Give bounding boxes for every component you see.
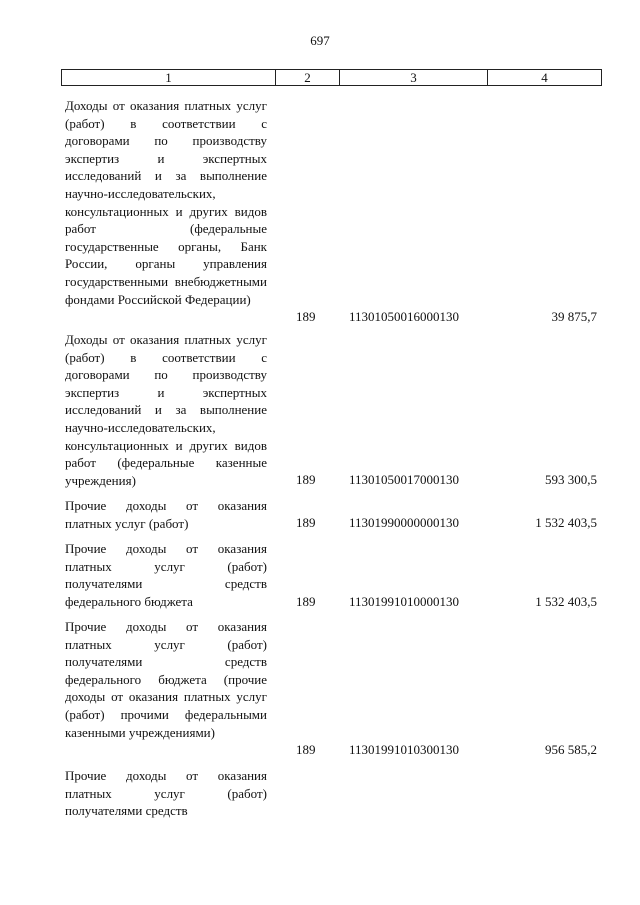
- row-admin-code: 189: [296, 515, 316, 531]
- row-admin-code: 189: [296, 594, 316, 610]
- row-admin-code: 189: [296, 309, 316, 325]
- row-amount: 1 532 403,5: [535, 515, 597, 531]
- row-description: Прочие доходы от оказания платных услуг (работ) получателями средств федерального бюджета: [65, 541, 267, 609]
- row-kbk-code: 11301991010300130: [349, 742, 460, 758]
- row-description: Доходы от оказания платных услуг (работ) в соответствии с договорами по производству экспертиз и экспертных исследований и за выполнение научно-исследовательских, консультационных и других видов работ (федеральные государственные органы, Банк России, органы управления государственными внебюджетными фондами Российской Федерации): [65, 98, 267, 307]
- row-amount: 593 300,5: [545, 472, 597, 488]
- row-description: Прочие доходы от оказания платных услуг (работ): [65, 498, 267, 531]
- row-kbk-code: 11301991010000130: [349, 594, 460, 610]
- table-row: [0, 331, 640, 489]
- row-amount: 39 875,7: [551, 309, 597, 325]
- row-description: Прочие доходы от оказания платных услуг (работ) получателями средств федерального бюджета (прочие доходы от оказания платных услуг (работ) прочими федеральными казенными учреждениями): [65, 619, 267, 740]
- page-number: 697: [310, 33, 330, 48]
- header-col-4: 4: [541, 70, 548, 85]
- table-header: [61, 69, 602, 86]
- row-description: Доходы от оказания платных услуг (работ) в соответствии с договорами по производству экспертиз и экспертных исследований и за выполнение научно-исследовательских, консультационных и других видов работ (федеральные казенные учреждения): [65, 332, 267, 488]
- table-row: [0, 618, 640, 759]
- row-kbk-code: 11301050017000130: [349, 472, 460, 488]
- row-amount: 1 532 403,5: [535, 594, 597, 610]
- table-row: [0, 767, 640, 821]
- row-admin-code: 189: [296, 742, 316, 758]
- header-col-3: 3: [340, 70, 488, 85]
- table-row: [0, 97, 640, 326]
- header-col-2: 2: [276, 70, 340, 85]
- row-kbk-code: 11301990000000130: [349, 515, 460, 531]
- header-col-1: 1: [62, 70, 276, 85]
- table-row: [0, 540, 640, 611]
- row-kbk-code: 11301050016000130: [349, 309, 460, 325]
- row-admin-code: 189: [296, 472, 316, 488]
- table-row: [0, 497, 640, 532]
- row-description: Прочие доходы от оказания платных услуг (работ) получателями средств: [65, 768, 267, 819]
- row-amount: 956 585,2: [545, 742, 597, 758]
